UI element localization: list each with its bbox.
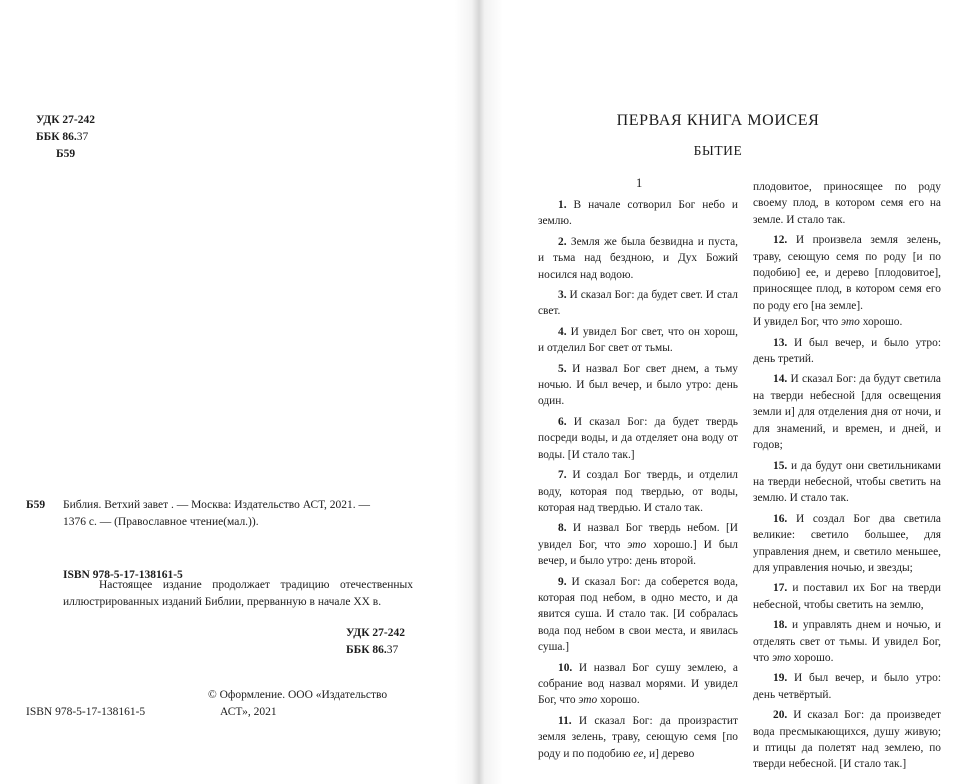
verse: 12. И произвела земля зелень, траву, сеющую семя по роду [и по подобию] ее, и дерево [плодовитое], приносящее плод, в котором семя его по роду его [на земле]. <box>753 234 941 312</box>
text-column-right <box>753 179 941 777</box>
biblio-code: Б59 <box>26 499 46 511</box>
verse: И увидел Бог, что это хорошо. <box>753 316 903 329</box>
verse: 9. И сказал Бог: да соберется вода, которая под небом, в одно место, и да явится суша. И стало так. [И собралась вода под небом в свои места, и явилась суша.] <box>538 575 738 654</box>
verse: 2. Земля же была безвидна и пуста, и тьма над бездною, и Дух Божий носился над водою. <box>538 235 738 281</box>
verse: 16. И создал Бог два светила великие: светило большее, для управления днем, и светило меньшее, для управления ночью, и звезды; <box>753 512 941 574</box>
copyright-notice: © Оформление. ООО «Издательство АСТ», 2021 <box>208 689 388 718</box>
verse: 11. И сказал Бог: да произрастит земля зелень, траву, сеющую семя [по роду и по подобию ее, и] дерево <box>538 714 738 760</box>
verse: 7. И создал Бог твердь, и отделил воду, которая под твердью, от воды, которая над твердью. И стало так. <box>538 469 738 514</box>
verse: 17. и поставил их Бог на тверди небесной, чтобы светить на землю, <box>753 582 941 611</box>
verse: 10. И назвал Бог сушу землею, а собрание вод назвал морями. И увидел Бог, что это хорошо. <box>538 661 738 707</box>
udk-code: УДК 27-242 <box>36 114 95 126</box>
chapter-number: 1 <box>636 176 643 190</box>
verse: 4. И увидел Бог свет, что он хорош, и отделил Бог свет от тьмы. <box>538 325 738 355</box>
verse: 15. и да будут они светильниками на тверди небесной, чтобы светить на землю. И стало так. <box>753 459 941 505</box>
verse: 5. И назвал Бог свет днем, а тьму ночью. И был вечер, и было утро: день один. <box>538 362 738 408</box>
isbn-plain: ISBN 978-5-17-138161-5 <box>26 706 146 718</box>
bibliographic-record <box>26 497 416 531</box>
edition-notice: Настоящее издание продолжает традицию отечественных иллюстрированных изданий Библии, прерванную в начале XX в. <box>63 579 413 608</box>
verse: 8. И назвал Бог твердь небом. [И увидел Бог, что это хорошо.] И был вечер, и было утро: день второй. <box>538 522 738 568</box>
verse-continuation: плодовитое, приносящее по роду своему плод, в котором семя его на земле. И стало так. <box>753 181 941 226</box>
verse: 6. И сказал Бог: да будет твердь посреди воды, и да отделяет она воду от воды. [И стало так.] <box>538 415 738 461</box>
biblio-line-2: 1376 с. — (Православное чтение(мал.)). <box>63 516 259 528</box>
verse: 19. И был вечер, и было утро: день четвёртый. <box>753 672 941 701</box>
verse: 3. И сказал Бог: да будет свет. И стал свет. <box>538 289 738 318</box>
text-column-left <box>538 197 738 766</box>
author-mark: Б59 <box>56 148 76 160</box>
verse: 1. В начале сотворил Бог небо и землю. <box>538 199 738 228</box>
udk-code-bottom: УДК 27-242 <box>346 627 405 639</box>
bbk-code: ББК 86.37 <box>36 131 89 143</box>
udk-block-top <box>36 112 95 163</box>
udk-block-bottom <box>346 625 405 659</box>
isbn-bold: ISBN 978-5-17-138161-5 <box>63 569 183 581</box>
book-subtitle: БЫТИЕ <box>693 143 743 158</box>
bbk-code-bottom: ББК 86.37 <box>346 644 399 656</box>
biblio-line-1: Библия. Ветхий завет . — Москва: Издательство АСТ, 2021. — <box>63 499 371 511</box>
book-title: ПЕРВАЯ КНИГА МОИСЕЯ <box>616 112 820 129</box>
verse: 13. И был вечер, и было утро: день третий. <box>753 336 941 366</box>
verse: 14. И сказал Бог: да будут светила на тверди небесной [для освещения земли и] для отделения дня от ночи, и для знамений, и времен, и дней, и годов; <box>753 373 941 452</box>
verse: 20. И сказал Бог: да произведет вода пресмыкающихся, душу живую; и птицы да полетят над землею, по тверди небесной. [И стало так.] <box>753 709 941 771</box>
verse: 18. и управлять днем и ночью, и отделять свет от тьмы. И увидел Бог, что это хорошо. <box>753 619 941 664</box>
